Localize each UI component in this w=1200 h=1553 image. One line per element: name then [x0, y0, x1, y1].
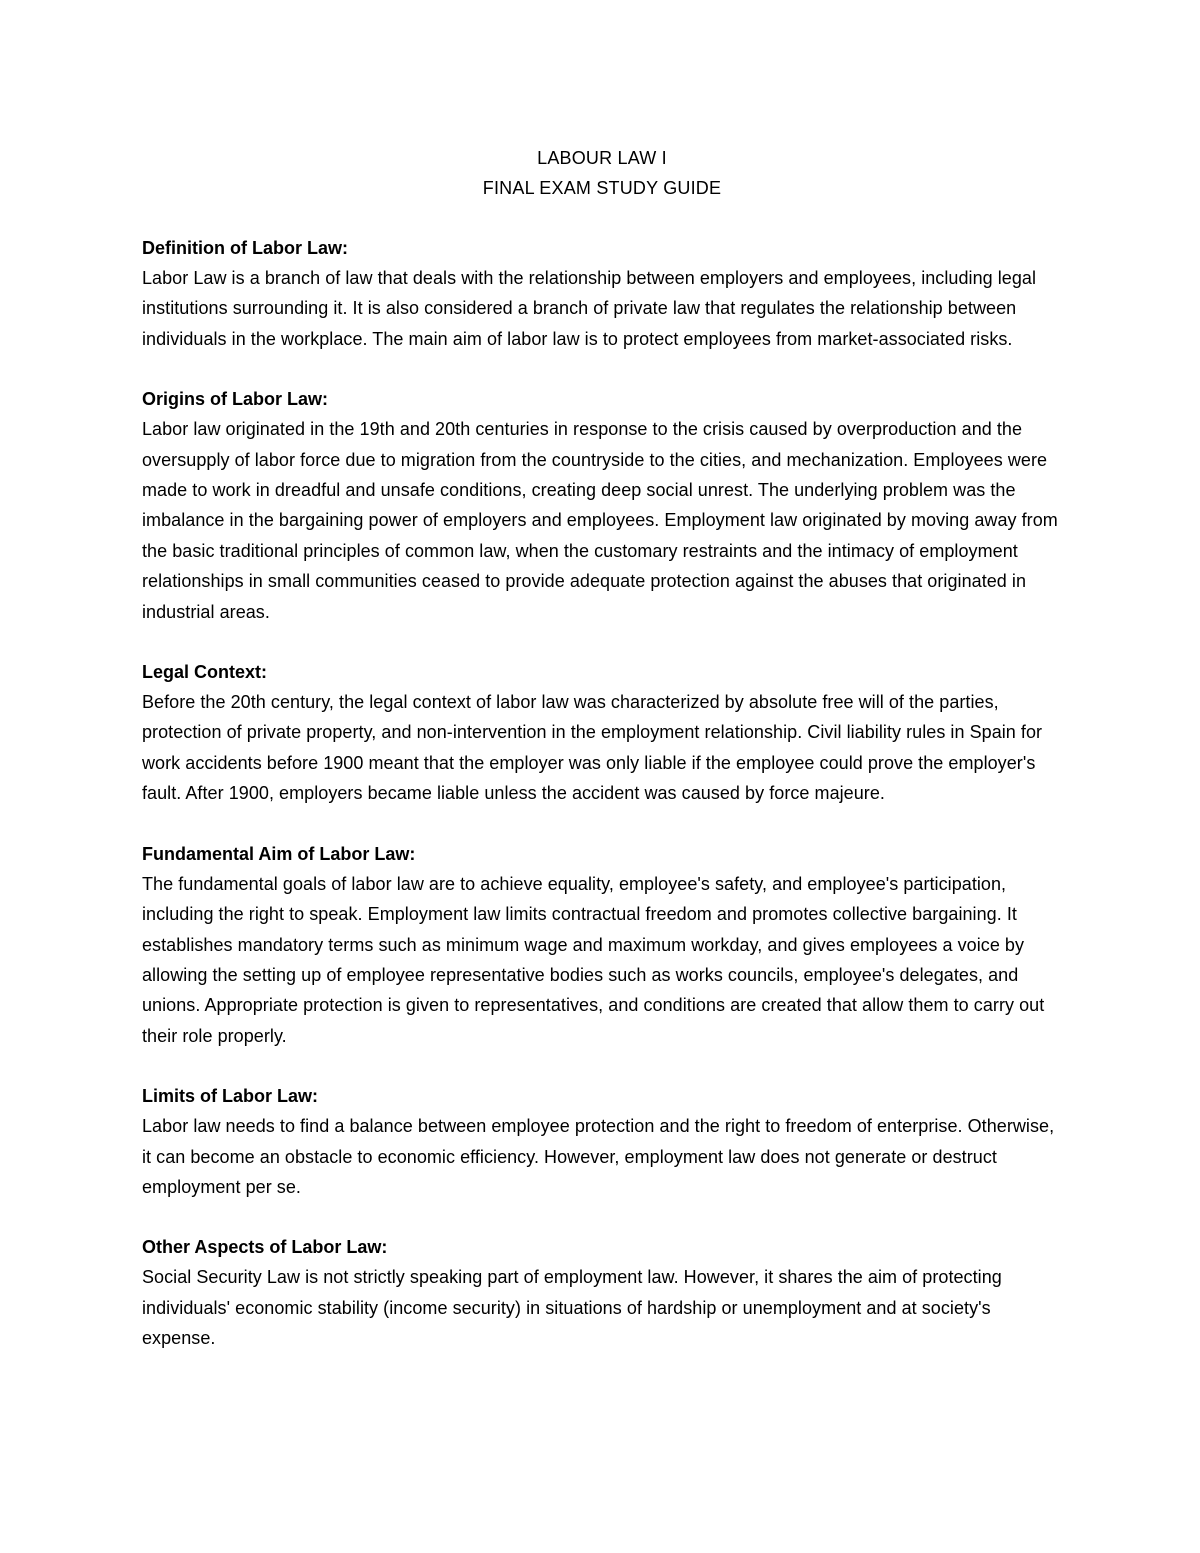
section-legal-context	[142, 657, 1062, 809]
section-body: Labor law needs to find a balance between employee protection and the right to freedom of enterprise. Otherwise, it can become an obstacle to economic efficiency. However, employment law does not generate or destruct employment per se.	[142, 1116, 1055, 1197]
document-subtitle: FINAL EXAM STUDY GUIDE	[482, 178, 722, 198]
section-body: Social Security Law is not strictly speaking part of employment law. However, it shares the aim of protecting individuals' economic stability (income security) in situations of hardship or unemployment and at society's expense.	[142, 1267, 1002, 1349]
section-body: Labor Law is a branch of law that deals with the relationship between employers and employees, including legal institutions surrounding it. It is also considered a branch of private law that regulates the relationship between individuals in the workplace. The main aim of labor law is to protect employees from market-associated risks.	[142, 268, 1037, 349]
section-heading: Other Aspects of Labor Law:	[142, 1237, 388, 1258]
section-heading: Definition of Labor Law:	[142, 238, 348, 258]
document-content	[142, 143, 1062, 1384]
section-heading: Limits of Labor Law:	[142, 1086, 319, 1107]
section-limits	[142, 1081, 1062, 1202]
section-heading: Origins of Labor Law:	[142, 389, 329, 410]
section-body: Labor law originated in the 19th and 20th centuries in response to the crisis caused by overproduction and the oversupply of labor force due to migration from the countryside to the cities, and mechanization. Employees were made to work in dreadful and unsafe conditions, creating deep social unrest. The underlying problem was the imbalance in the bargaining power of employers and employees. Employment law originated by moving away from the basic traditional principles of common law, when the customary restraints and the intimacy of employment relationships in small communities ceased to provide adequate protection against the abuses that originated in industrial areas.	[142, 419, 1058, 622]
section-definition	[142, 233, 1062, 354]
section-origins	[142, 384, 1062, 627]
section-heading: Fundamental Aim of Labor Law:	[142, 843, 416, 864]
title-spacer	[142, 203, 1062, 233]
section-heading: Legal Context:	[142, 662, 268, 683]
document-title: LABOUR LAW I	[537, 148, 667, 168]
section-body: Before the 20th century, the legal context of labor law was characterized by absolute free will of the parties, protection of private property, and non-intervention in the employment relationship. Civil liability rules in Spain for work accidents before 1900 meant that the employer was only liable if the employee could prove the employer's fault. After 1900, employers became liable unless the accident was caused by force majeure.	[142, 692, 1043, 804]
section-other-aspects	[142, 1232, 1062, 1353]
section-body: The fundamental goals of labor law are to achieve equality, employee's safety, and employee's participation, including the right to speak. Employment law limits contractual freedom and promotes collective bargaining. It establishes mandatory terms such as minimum wage and maximum workday, and gives employees a voice by allowing the setting up of employee representative bodies such as works councils, employee's delegates, and unions. Appropriate protection is given to representatives, and conditions are created that allow them to carry out their role properly.	[142, 873, 1045, 1046]
section-fundamental-aim	[142, 839, 1062, 1051]
